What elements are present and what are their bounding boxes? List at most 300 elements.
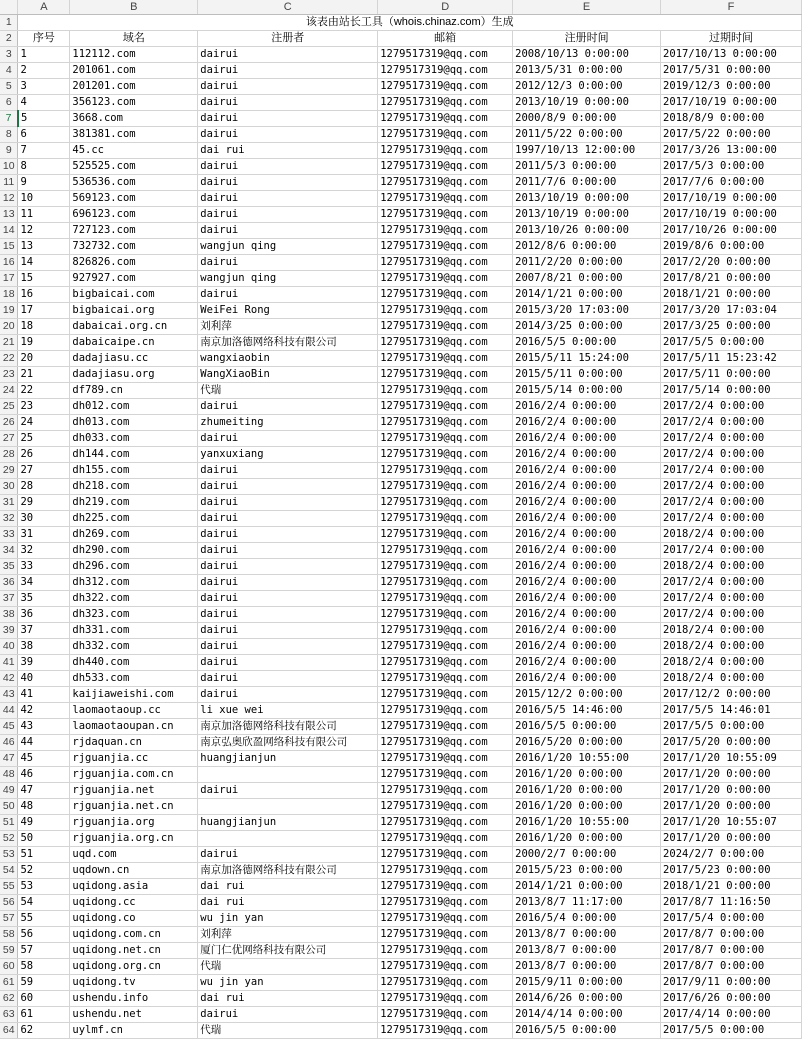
cell[interactable]: 2017/8/7 0:00:00 [661,927,802,943]
row-number[interactable]: 63 [0,1007,18,1023]
cell[interactable]: 51 [18,847,70,863]
cell[interactable]: 2016/1/20 10:55:00 [513,751,661,767]
cell[interactable]: 2017/10/26 0:00:00 [661,223,802,239]
cell[interactable]: 32 [18,543,70,559]
cell[interactable]: 569123.com [70,191,198,207]
cell[interactable]: 356123.com [70,95,198,111]
cell[interactable]: dairui [198,287,378,303]
cell[interactable]: dairui [198,399,378,415]
cell[interactable]: 2017/1/20 0:00:00 [661,767,802,783]
cell[interactable]: dairui [198,111,378,127]
row-number[interactable]: 45 [0,719,18,735]
cell[interactable]: 2017/3/20 17:03:04 [661,303,802,319]
cell[interactable]: 2017/2/4 0:00:00 [661,463,802,479]
cell[interactable]: 1279517319@qq.com [378,415,513,431]
cell[interactable]: 刘利萍 [198,927,378,943]
cell[interactable]: 7 [18,143,70,159]
cell[interactable]: 29 [18,495,70,511]
row-number[interactable]: 27 [0,431,18,447]
cell[interactable]: 1279517319@qq.com [378,431,513,447]
cell[interactable]: dairui [198,847,378,863]
cell[interactable]: dairui [198,431,378,447]
cell[interactable]: 1279517319@qq.com [378,543,513,559]
cell[interactable]: 2016/2/4 0:00:00 [513,415,661,431]
cell[interactable]: dadajiasu.cc [70,351,198,367]
cell[interactable]: 1279517319@qq.com [378,879,513,895]
cell[interactable]: 2016/1/20 0:00:00 [513,799,661,815]
cell[interactable]: 1279517319@qq.com [378,927,513,943]
cell[interactable]: 1279517319@qq.com [378,799,513,815]
cell[interactable]: dairui [198,95,378,111]
cell[interactable]: dh296.com [70,559,198,575]
cell[interactable]: 2014/1/21 0:00:00 [513,287,661,303]
row-number[interactable]: 28 [0,447,18,463]
cell[interactable]: 2016/2/4 0:00:00 [513,607,661,623]
cell[interactable]: 1279517319@qq.com [378,831,513,847]
cell[interactable]: 61 [18,1007,70,1023]
cell[interactable]: rjguanjia.com.cn [70,767,198,783]
cell[interactable]: 20 [18,351,70,367]
cell[interactable]: 1279517319@qq.com [378,911,513,927]
row-number[interactable]: 10 [0,159,18,175]
cell[interactable]: 2017/5/3 0:00:00 [661,159,802,175]
cell[interactable]: 1279517319@qq.com [378,895,513,911]
cell[interactable]: 36 [18,607,70,623]
cell[interactable]: 2 [18,63,70,79]
cell[interactable]: 2015/9/11 0:00:00 [513,975,661,991]
cell[interactable]: 2014/3/25 0:00:00 [513,319,661,335]
cell[interactable]: 2016/2/4 0:00:00 [513,495,661,511]
cell[interactable]: 3 [18,79,70,95]
cell[interactable]: 2019/12/3 0:00:00 [661,79,802,95]
cell[interactable]: 2018/2/4 0:00:00 [661,559,802,575]
cell[interactable]: 厦门仁优网络科技有限公司 [198,943,378,959]
cell[interactable]: 1279517319@qq.com [378,79,513,95]
cell[interactable]: 2017/5/11 0:00:00 [661,367,802,383]
cell[interactable]: 23 [18,399,70,415]
cell[interactable]: dairui [198,687,378,703]
row-number[interactable]: 33 [0,527,18,543]
cell[interactable]: 2015/5/11 0:00:00 [513,367,661,383]
cell[interactable]: 9 [18,175,70,191]
row-number[interactable]: 62 [0,991,18,1007]
cell[interactable]: 33 [18,559,70,575]
cell[interactable]: 2024/2/7 0:00:00 [661,847,802,863]
cell[interactable]: 2016/2/4 0:00:00 [513,543,661,559]
cell[interactable]: 826826.com [70,255,198,271]
cell[interactable]: 2018/1/21 0:00:00 [661,287,802,303]
row-number[interactable]: 64 [0,1023,18,1039]
cell[interactable]: 2018/2/4 0:00:00 [661,671,802,687]
cell[interactable]: 25 [18,431,70,447]
cell[interactable]: 2016/2/4 0:00:00 [513,591,661,607]
cell[interactable]: 1279517319@qq.com [378,239,513,255]
cell[interactable]: dairui [198,511,378,527]
cell[interactable]: 代瑞 [198,959,378,975]
cell[interactable]: dairui [198,527,378,543]
cell[interactable]: dh155.com [70,463,198,479]
row-number[interactable]: 1 [0,15,18,31]
cell[interactable]: 2017/1/20 10:55:09 [661,751,802,767]
cell[interactable]: rjguanjia.net [70,783,198,799]
cell[interactable]: 2013/10/19 0:00:00 [513,191,661,207]
cell[interactable]: 2014/6/26 0:00:00 [513,991,661,1007]
cell[interactable]: dh440.com [70,655,198,671]
cell[interactable]: uqidong.net.cn [70,943,198,959]
cell[interactable]: 49 [18,815,70,831]
cell[interactable]: dh533.com [70,671,198,687]
cell[interactable]: 2013/8/7 11:17:00 [513,895,661,911]
cell[interactable]: dh290.com [70,543,198,559]
cell[interactable]: dairui [198,63,378,79]
cell[interactable]: wu jin yan [198,911,378,927]
row-number[interactable]: 9 [0,143,18,159]
column-header-f[interactable]: F [661,0,802,15]
cell[interactable]: 21 [18,367,70,383]
field-header-cell[interactable]: 过期时间 [661,31,802,47]
cell[interactable]: 2008/10/13 0:00:00 [513,47,661,63]
cell[interactable] [198,767,378,783]
cell[interactable]: 2017/3/26 13:00:00 [661,143,802,159]
cell[interactable]: dh312.com [70,575,198,591]
cell[interactable]: 1279517319@qq.com [378,703,513,719]
cell[interactable]: 1279517319@qq.com [378,735,513,751]
cell[interactable]: 2013/10/19 0:00:00 [513,95,661,111]
cell[interactable]: 2016/2/4 0:00:00 [513,671,661,687]
cell[interactable]: 11 [18,207,70,223]
row-number[interactable]: 18 [0,287,18,303]
cell[interactable]: 1279517319@qq.com [378,655,513,671]
cell[interactable]: dairui [198,671,378,687]
cell[interactable]: 1279517319@qq.com [378,287,513,303]
cell[interactable]: 2016/2/4 0:00:00 [513,511,661,527]
cell[interactable]: dairui [198,255,378,271]
row-number[interactable]: 31 [0,495,18,511]
cell[interactable]: 2015/12/2 0:00:00 [513,687,661,703]
row-number[interactable]: 24 [0,383,18,399]
row-number[interactable]: 2 [0,31,18,47]
row-number[interactable]: 22 [0,351,18,367]
cell[interactable]: 3668.com [70,111,198,127]
cell[interactable]: 2011/5/3 0:00:00 [513,159,661,175]
cell[interactable]: dairui [198,543,378,559]
cell[interactable]: 2017/2/4 0:00:00 [661,415,802,431]
cell[interactable]: 19 [18,335,70,351]
cell[interactable]: 1279517319@qq.com [378,255,513,271]
row-number[interactable]: 26 [0,415,18,431]
select-all-corner[interactable] [0,0,18,15]
cell[interactable]: dh013.com [70,415,198,431]
cell[interactable]: 2013/5/31 0:00:00 [513,63,661,79]
cell[interactable]: 1279517319@qq.com [378,959,513,975]
cell[interactable]: huangjianjun [198,751,378,767]
cell[interactable]: dh269.com [70,527,198,543]
row-number[interactable]: 30 [0,479,18,495]
cell[interactable]: 40 [18,671,70,687]
row-number[interactable]: 4 [0,63,18,79]
cell[interactable]: 1279517319@qq.com [378,575,513,591]
cell[interactable]: 1279517319@qq.com [378,1023,513,1039]
cell[interactable]: dairui [198,607,378,623]
cell[interactable]: 2018/2/4 0:00:00 [661,623,802,639]
cell[interactable]: 2018/2/4 0:00:00 [661,655,802,671]
cell[interactable]: 2007/8/21 0:00:00 [513,271,661,287]
cell[interactable]: rjdaquan.cn [70,735,198,751]
cell[interactable]: 2017/5/5 14:46:01 [661,703,802,719]
cell[interactable]: 12 [18,223,70,239]
cell[interactable]: 南京加洛德网络科技有限公司 [198,863,378,879]
cell[interactable]: 2017/5/11 15:23:42 [661,351,802,367]
cell[interactable]: 52 [18,863,70,879]
row-number[interactable]: 14 [0,223,18,239]
cell[interactable]: 2017/10/13 0:00:00 [661,47,802,63]
cell[interactable]: 1279517319@qq.com [378,207,513,223]
cell[interactable]: 2017/1/20 0:00:00 [661,831,802,847]
cell[interactable]: 2017/4/14 0:00:00 [661,1007,802,1023]
cell[interactable]: dairui [198,463,378,479]
cell[interactable]: 1279517319@qq.com [378,559,513,575]
cell[interactable]: 2016/1/20 0:00:00 [513,831,661,847]
column-header-a[interactable]: A [18,0,70,15]
row-number[interactable]: 11 [0,175,18,191]
cell[interactable]: 2017/2/4 0:00:00 [661,607,802,623]
cell[interactable]: 1279517319@qq.com [378,111,513,127]
cell[interactable]: uqidong.co [70,911,198,927]
column-header-b[interactable]: B [70,0,198,15]
cell[interactable]: uqidong.cc [70,895,198,911]
cell[interactable]: 1279517319@qq.com [378,479,513,495]
cell[interactable]: 536536.com [70,175,198,191]
cell[interactable]: rjguanjia.org [70,815,198,831]
row-number[interactable]: 3 [0,47,18,63]
cell[interactable]: uqidong.asia [70,879,198,895]
cell[interactable]: 1279517319@qq.com [378,815,513,831]
cell[interactable]: rjguanjia.cc [70,751,198,767]
cell[interactable]: 10 [18,191,70,207]
cell[interactable]: 2011/2/20 0:00:00 [513,255,661,271]
cell[interactable]: 2017/1/20 0:00:00 [661,783,802,799]
cell[interactable]: 2017/12/2 0:00:00 [661,687,802,703]
cell[interactable]: 2017/1/20 10:55:07 [661,815,802,831]
row-number[interactable]: 50 [0,799,18,815]
cell[interactable]: 南京弘奥欣盈网络科技有限公司 [198,735,378,751]
cell[interactable]: 56 [18,927,70,943]
cell[interactable]: 2017/2/4 0:00:00 [661,479,802,495]
row-number[interactable]: 19 [0,303,18,319]
cell[interactable]: 2016/5/5 0:00:00 [513,719,661,735]
cell[interactable]: ushendu.net [70,1007,198,1023]
cell[interactable]: 22 [18,383,70,399]
cell[interactable]: yanxuxiang [198,447,378,463]
row-number[interactable]: 58 [0,927,18,943]
cell[interactable]: 1279517319@qq.com [378,495,513,511]
row-number[interactable]: 36 [0,575,18,591]
cell[interactable]: uqd.com [70,847,198,863]
row-number[interactable]: 35 [0,559,18,575]
cell[interactable]: 45 [18,751,70,767]
cell[interactable]: dairui [198,559,378,575]
row-number[interactable]: 25 [0,399,18,415]
cell[interactable]: 1279517319@qq.com [378,335,513,351]
cell[interactable]: dh323.com [70,607,198,623]
cell[interactable]: wangjun qing [198,271,378,287]
cell[interactable]: 46 [18,767,70,783]
cell[interactable]: rjguanjia.org.cn [70,831,198,847]
cell[interactable]: 1279517319@qq.com [378,47,513,63]
cell[interactable]: 14 [18,255,70,271]
cell[interactable]: 1279517319@qq.com [378,1007,513,1023]
cell[interactable]: 2018/8/9 0:00:00 [661,111,802,127]
cell[interactable]: 2014/4/14 0:00:00 [513,1007,661,1023]
cell[interactable]: 2018/1/21 0:00:00 [661,879,802,895]
row-number[interactable]: 8 [0,127,18,143]
cell[interactable]: 15 [18,271,70,287]
row-number[interactable]: 60 [0,959,18,975]
cell[interactable]: 18 [18,319,70,335]
cell[interactable]: 2016/2/4 0:00:00 [513,399,661,415]
cell[interactable]: 201061.com [70,63,198,79]
cell[interactable]: uqidong.org.cn [70,959,198,975]
cell[interactable]: dh012.com [70,399,198,415]
cell[interactable]: dairui [198,655,378,671]
row-number[interactable]: 39 [0,623,18,639]
cell[interactable]: 8 [18,159,70,175]
cell[interactable]: dh331.com [70,623,198,639]
cell[interactable]: 2017/1/20 0:00:00 [661,799,802,815]
cell[interactable]: 2017/6/26 0:00:00 [661,991,802,1007]
cell[interactable]: uqdown.cn [70,863,198,879]
cell[interactable]: 1279517319@qq.com [378,303,513,319]
cell[interactable]: WangXiaoBin [198,367,378,383]
cell[interactable]: 2017/10/19 0:00:00 [661,207,802,223]
cell[interactable]: dairui [198,127,378,143]
cell[interactable]: 2000/2/7 0:00:00 [513,847,661,863]
cell[interactable]: 47 [18,783,70,799]
cell[interactable]: 2012/12/3 0:00:00 [513,79,661,95]
row-number[interactable]: 56 [0,895,18,911]
cell[interactable]: 1279517319@qq.com [378,623,513,639]
cell[interactable]: dabaicai.org.cn [70,319,198,335]
row-number[interactable]: 43 [0,687,18,703]
field-header-cell[interactable]: 注册者 [198,31,378,47]
cell[interactable]: 381381.com [70,127,198,143]
cell[interactable]: 2018/2/4 0:00:00 [661,639,802,655]
cell[interactable]: 2017/5/31 0:00:00 [661,63,802,79]
cell[interactable]: 26 [18,447,70,463]
cell[interactable]: dairui [198,223,378,239]
cell[interactable]: 2017/5/5 0:00:00 [661,1023,802,1039]
cell[interactable]: 2017/5/23 0:00:00 [661,863,802,879]
row-number[interactable]: 40 [0,639,18,655]
cell[interactable]: 2017/2/4 0:00:00 [661,543,802,559]
cell[interactable]: 2016/1/20 10:55:00 [513,815,661,831]
cell[interactable]: 1279517319@qq.com [378,63,513,79]
cell[interactable]: wangjun qing [198,239,378,255]
cell[interactable]: 2017/3/25 0:00:00 [661,319,802,335]
row-number[interactable]: 38 [0,607,18,623]
cell[interactable]: 1279517319@qq.com [378,127,513,143]
cell[interactable]: 27 [18,463,70,479]
cell[interactable]: 2016/2/4 0:00:00 [513,479,661,495]
row-number[interactable]: 53 [0,847,18,863]
row-number[interactable]: 57 [0,911,18,927]
row-number[interactable]: 17 [0,271,18,287]
cell[interactable]: dai rui [198,143,378,159]
cell[interactable]: 60 [18,991,70,1007]
cell[interactable]: 2017/5/14 0:00:00 [661,383,802,399]
cell[interactable]: 44 [18,735,70,751]
cell[interactable]: 2015/5/14 0:00:00 [513,383,661,399]
cell[interactable]: 696123.com [70,207,198,223]
cell[interactable]: 2017/10/19 0:00:00 [661,95,802,111]
cell[interactable]: 1279517319@qq.com [378,95,513,111]
row-number[interactable]: 46 [0,735,18,751]
cell[interactable]: 2011/7/6 0:00:00 [513,175,661,191]
row-number[interactable]: 20 [0,319,18,335]
cell[interactable]: 2017/9/11 0:00:00 [661,975,802,991]
row-number[interactable]: 6 [0,95,18,111]
cell[interactable]: 42 [18,703,70,719]
cell[interactable]: 1279517319@qq.com [378,159,513,175]
cell[interactable]: li xue wei [198,703,378,719]
cell[interactable]: 1279517319@qq.com [378,991,513,1007]
cell[interactable]: 41 [18,687,70,703]
cell[interactable]: 2019/8/6 0:00:00 [661,239,802,255]
cell[interactable]: 2017/5/4 0:00:00 [661,911,802,927]
cell[interactable]: 1279517319@qq.com [378,399,513,415]
cell[interactable]: 55 [18,911,70,927]
cell[interactable]: 2013/8/7 0:00:00 [513,943,661,959]
cell[interactable]: dairui [198,495,378,511]
cell[interactable]: 2016/2/4 0:00:00 [513,559,661,575]
row-number[interactable]: 41 [0,655,18,671]
cell[interactable]: 58 [18,959,70,975]
row-number[interactable]: 7 [0,111,18,127]
cell[interactable]: dairui [198,175,378,191]
cell[interactable]: 6 [18,127,70,143]
cell[interactable]: 南京加洛德网络科技有限公司 [198,335,378,351]
cell[interactable]: 28 [18,479,70,495]
cell[interactable]: dh225.com [70,511,198,527]
cell[interactable]: dairui [198,1007,378,1023]
cell[interactable]: 45.cc [70,143,198,159]
cell[interactable]: kaijiaweishi.com [70,687,198,703]
cell[interactable]: 刘利萍 [198,319,378,335]
cell[interactable]: 2017/8/21 0:00:00 [661,271,802,287]
cell[interactable]: 2017/2/4 0:00:00 [661,447,802,463]
cell[interactable]: 1279517319@qq.com [378,143,513,159]
cell[interactable]: 代瑞 [198,383,378,399]
cell[interactable]: 525525.com [70,159,198,175]
cell[interactable]: 1279517319@qq.com [378,847,513,863]
cell[interactable]: 37 [18,623,70,639]
cell[interactable]: dairui [198,639,378,655]
row-number[interactable]: 49 [0,783,18,799]
cell[interactable]: dai rui [198,991,378,1007]
cell[interactable]: 1279517319@qq.com [378,447,513,463]
cell[interactable]: dairui [198,623,378,639]
cell[interactable]: dairui [198,591,378,607]
cell[interactable]: 30 [18,511,70,527]
cell[interactable]: 2017/8/7 0:00:00 [661,959,802,975]
row-number[interactable]: 48 [0,767,18,783]
cell[interactable]: 1279517319@qq.com [378,975,513,991]
cell[interactable]: 1 [18,47,70,63]
cell[interactable]: 2016/5/5 0:00:00 [513,1023,661,1039]
cell[interactable]: 2018/2/4 0:00:00 [661,527,802,543]
cell[interactable]: 1279517319@qq.com [378,175,513,191]
cell[interactable]: 2012/8/6 0:00:00 [513,239,661,255]
